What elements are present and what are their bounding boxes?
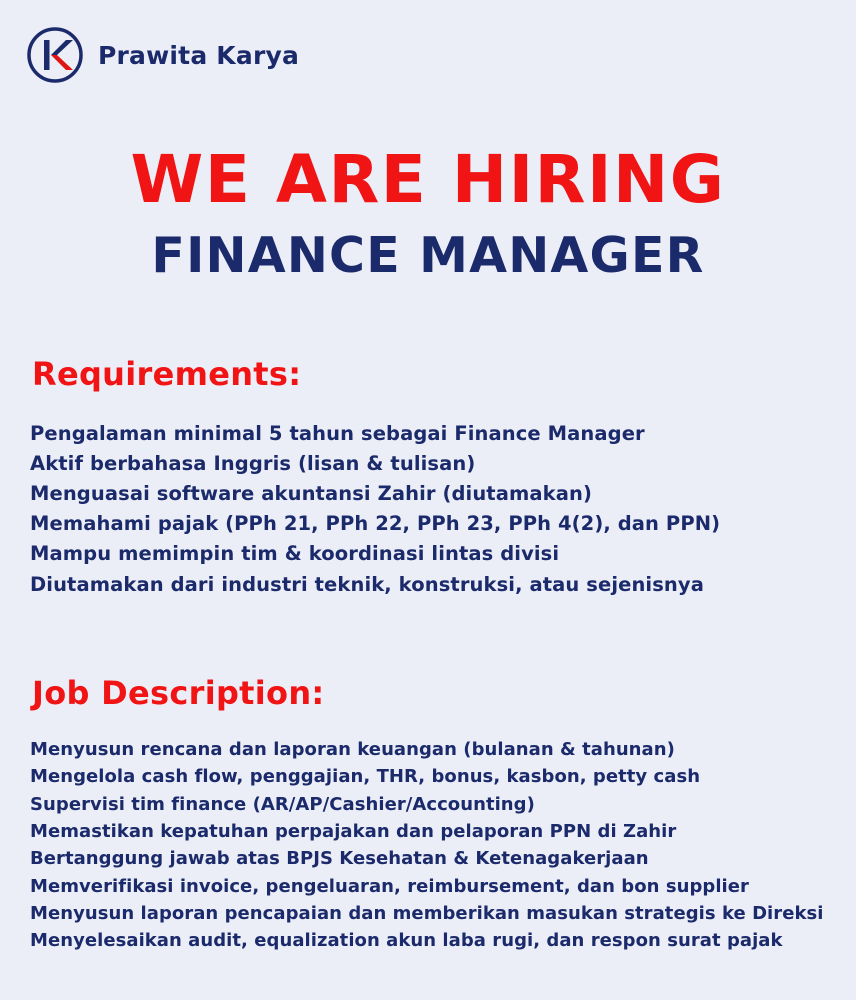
brand-name: Prawita Karya [98,40,300,70]
list-item: Menguasai software akuntansi Zahir (diutamakan) [30,481,592,505]
list-item: Bertanggung jawab atas BPJS Kesehatan & Ketenagakerjaan [30,848,649,870]
list-item: Menyusun laporan pencapaian dan memberikan masukan strategis ke Direksi [30,902,824,924]
requirements-title: Requirements: [32,354,302,393]
list-item: Aktif berbahasa Inggris (lisan & tulisan) [30,451,476,475]
list-item: Memastikan kepatuhan perpajakan dan pelaporan PPN di Zahir [30,820,677,842]
list-item: Memahami pajak (PPh 21, PPh 22, PPh 23, PPh 4(2), dan PPN) [30,512,721,536]
circle-k-monogram-icon [26,26,84,84]
list-item: Mampu memimpin tim & koordinasi lintas divisi [30,542,560,566]
job-description-list [30,736,826,955]
list-item: Diutamakan dari industri teknik, konstruksi, atau sejenisnya [30,572,704,596]
list-item: Pengalaman minimal 5 tahun sebagai Finance Manager [30,421,645,445]
brand-header [0,0,856,84]
list-item: Mengelola cash flow, penggajian, THR, bonus, kasbon, petty cash [30,766,701,788]
list-item: Memverifikasi invoice, pengeluaran, reimbursement, dan bon supplier [30,875,749,897]
list-item: Menyusun rencana dan laporan keuangan (bulanan & tahunan) [30,738,675,760]
headline-position: FINANCE MANAGER [151,226,705,284]
headline-main: WE ARE HIRING [130,141,726,218]
headline-block [0,141,856,284]
job-description-section [0,674,856,955]
requirements-list [30,419,826,600]
list-item: Supervisi tim finance (AR/AP/Cashier/Accounting) [30,793,535,815]
job-description-title: Job Description: [32,673,325,712]
list-item: Menyelesaikan audit, equalization akun laba rugi, dan respon surat pajak [30,930,783,952]
requirements-section [0,355,856,600]
